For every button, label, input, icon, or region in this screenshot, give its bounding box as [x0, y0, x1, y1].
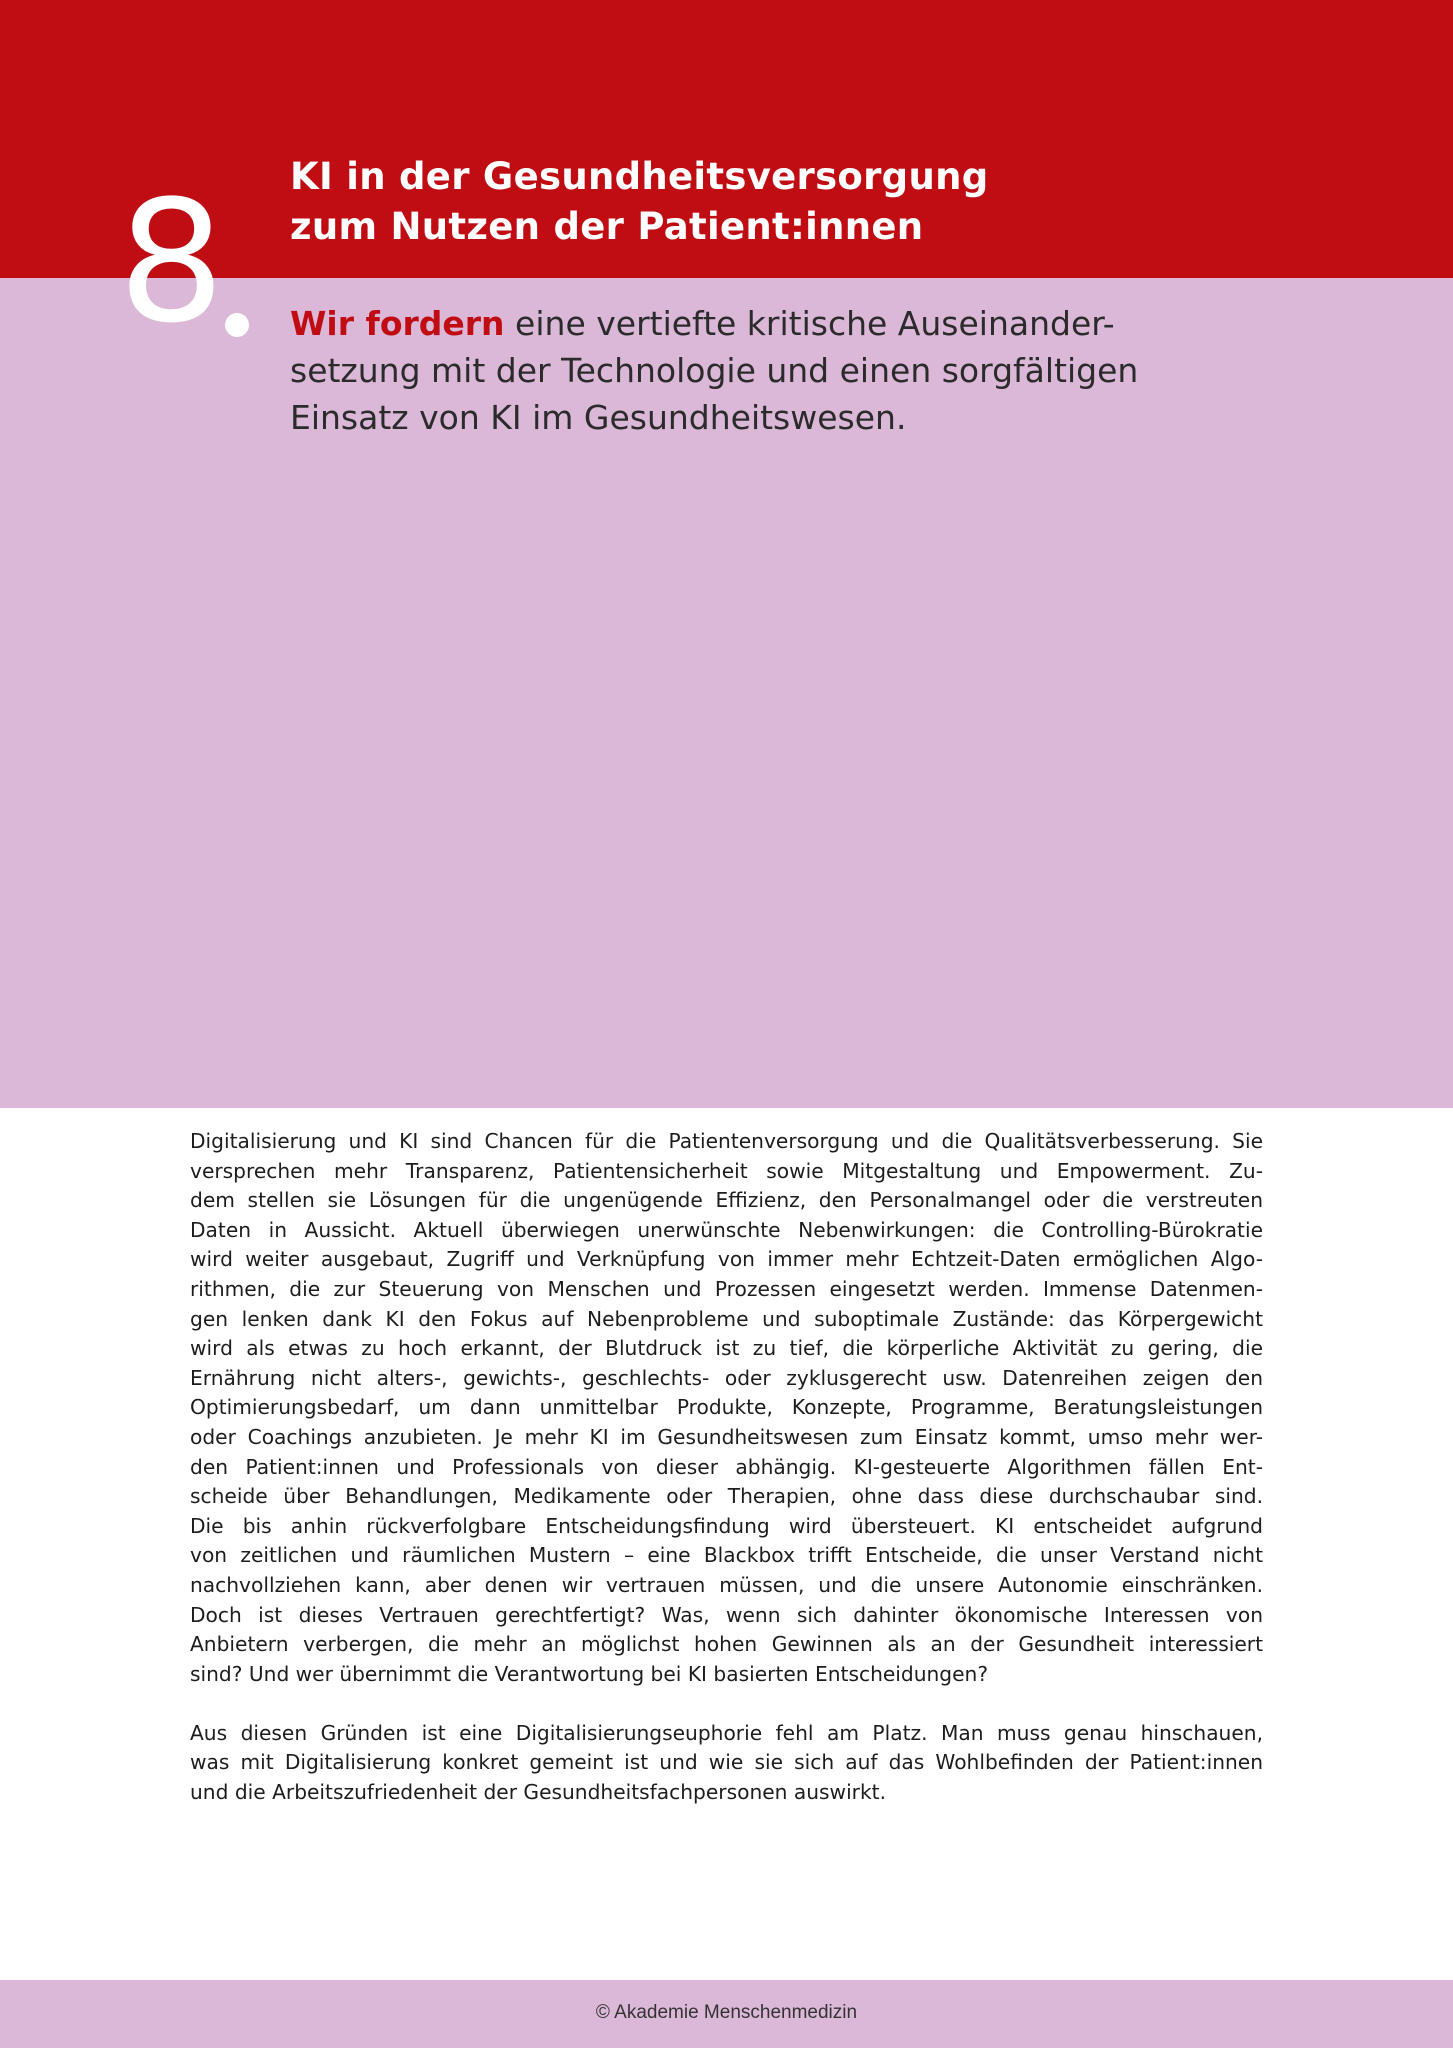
demand-line-3: Einsatz von KI im Gesundheitswesen.: [290, 398, 907, 437]
body-paragraph-2: [190, 1719, 1263, 1808]
text-line: gen lenken dank KI den Fokus auf Nebenprobleme und suboptimale Zustände: das Körpergewicht: [190, 1306, 1263, 1331]
text-line: was mit Digitalisierung konkret gemeint ist und wie sie sich auf das Wohlbefinden der Patient:innen: [190, 1750, 1263, 1775]
body-text: [190, 1127, 1263, 1808]
section-number-dot: [225, 313, 249, 337]
text-line: dem stellen sie Lösungen für die ungenügende Effizienz, den Personalmangel oder die verstreuten: [190, 1188, 1263, 1213]
paragraph-gap: [190, 1689, 1263, 1719]
text-line: Aus diesen Gründen ist eine Digitalisierungseuphorie fehl am Platz. Man muss genau hinschauen,: [190, 1720, 1263, 1745]
footer-copyright: © Akademie Menschenmedizin: [595, 2002, 858, 2023]
text-line: Anbietern verbergen, die mehr an möglichst hohen Gewinnen als an der Gesundheit interessiert: [190, 1632, 1263, 1657]
text-line: Digitalisierung und KI sind Chancen für die Patientenversorgung und die Qualitätsverbesserung. Sie: [190, 1129, 1263, 1153]
text-line: wird als etwas zu hoch erkannt, der Blutdruck ist zu tief, die körperliche Aktivität zu gering, die: [190, 1336, 1263, 1361]
demand-statement: [290, 300, 1390, 441]
demand-line-2: setzung mit der Technologie und einen sorgfältigen: [290, 351, 1139, 390]
page-title: [290, 152, 1390, 252]
body-paragraph-1: [190, 1127, 1263, 1689]
text-line: Die bis anhin rückverfolgbare Entscheidungsfindung wird übersteuert. KI entscheidet aufgrund: [190, 1513, 1263, 1538]
text-line: Daten in Aussicht. Aktuell überwiegen unerwünschte Nebenwirkungen: die Controlling-Bürokratie: [190, 1217, 1263, 1242]
text-line: scheide über Behandlungen, Medikamente oder Therapien, ohne dass diese durchschaubar sind.: [190, 1484, 1263, 1509]
demand-line-1: [290, 300, 1390, 347]
title-line-2: zum Nutzen der Patient:innen: [290, 205, 924, 248]
text-line: wird weiter ausgebaut, Zugriff und Verknüpfung von immer mehr Echtzeit-Daten ermöglichen Algo-: [190, 1247, 1263, 1272]
text-line: versprechen mehr Transparenz, Patientensicherheit sowie Mitgestaltung und Empowerment. Zu-: [190, 1158, 1263, 1183]
text-line: den Patient:innen und Professionals von dieser abhängig. KI-gesteuerte Algorithmen fällen Ent-: [190, 1454, 1263, 1479]
text-line: Doch ist dieses Vertrauen gerechtfertigt? Was, wenn sich dahinter ökonomische Interessen von: [190, 1602, 1263, 1627]
text-line: oder Coachings anzubieten. Je mehr KI im Gesundheitswesen zum Einsatz kommt, umso mehr wer-: [190, 1424, 1263, 1449]
text-line: sind? Und wer übernimmt die Verantwortung bei KI basierten Entscheidungen?: [190, 1661, 989, 1686]
title-line-1: KI in der Gesundheitsversorgung: [290, 155, 989, 198]
section-number: 8: [118, 164, 221, 360]
text-line: Ernährung nicht alters-, gewichts-, geschlechts- oder zyklusgerecht usw. Datenreihen zeigen den: [190, 1365, 1263, 1390]
demand-highlight: Wir fordern: [290, 304, 505, 343]
text-line: und die Arbeitszufriedenheit der Gesundheitsfachpersonen auswirkt.: [190, 1780, 886, 1805]
text-line: von zeitlichen und räumlichen Mustern – eine Blackbox trifft Entscheide, die unser Verstand nicht: [190, 1543, 1263, 1568]
demand-line-1-rest: eine vertiefte kritische Auseinander-: [504, 304, 1115, 343]
text-line: Optimierungsbedarf, um dann unmittelbar Produkte, Konzepte, Programme, Beratungsleistungen: [190, 1395, 1263, 1420]
text-line: nachvollziehen kann, aber denen wir vertrauen müssen, und die unsere Autonomie einschränken.: [190, 1572, 1263, 1597]
text-line: rithmen, die zur Steuerung von Menschen und Prozessen eingesetzt werden. Immense Datenmen-: [190, 1276, 1263, 1301]
